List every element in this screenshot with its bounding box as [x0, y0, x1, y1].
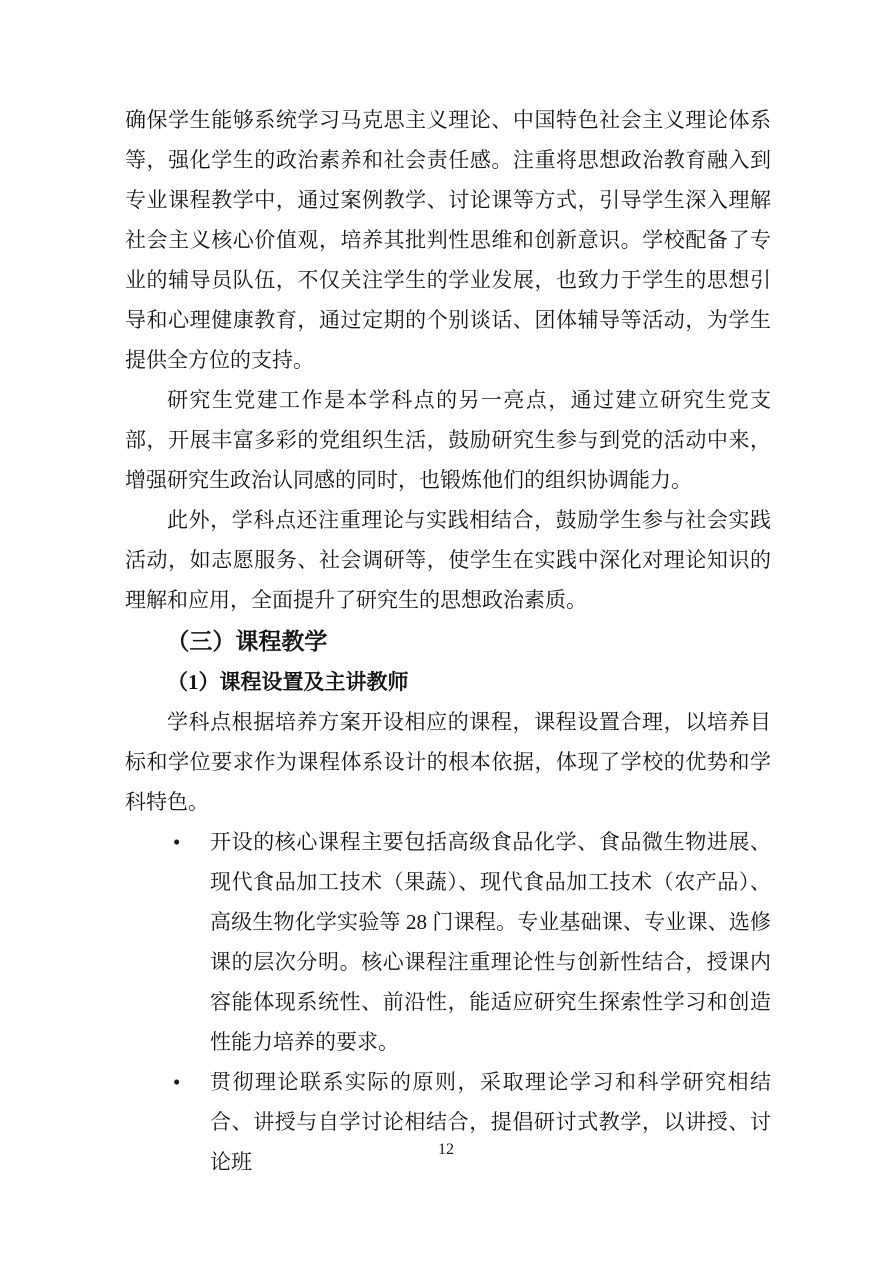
paragraph-party-building: 研究生党建工作是本学科点的另一亮点，通过建立研究生党支部，开展丰富多彩的党组织生活，鼓励研究生参与到党的活动中来，增强研究生政治认同感的同时，也锻炼他们的组织协调能力。 [125, 388, 771, 492]
bullet-icon: • [173, 830, 181, 854]
page-body-text [125, 100, 771, 1182]
section-heading-course-teaching: （三）课程教学 [166, 628, 328, 654]
list-item [125, 822, 771, 1062]
subsection-heading-course-setup: （1）课程设置及主讲教师 [167, 670, 409, 694]
paragraph-course-intro: 学科点根据培养方案开设相应的课程，课程设置合理，以培养目标和学位要求作为课程体系设计的根本依据，体现了学校的优势和学科特色。 [125, 710, 771, 814]
list-item-text: 贯彻理论联系实际的原则，采取理论学习和科学研究相结合、讲授与自学讨论相结合，提倡研讨式教学，以讲授、讨论班 [210, 1070, 771, 1174]
page-number: 12 [438, 1141, 454, 1158]
course-bullet-list [125, 822, 771, 1182]
page-footer [0, 1140, 892, 1160]
list-item [125, 1062, 771, 1182]
bullet-icon: • [173, 1070, 181, 1094]
paragraph-continuation: 确保学生能够系统学习马克思主义理论、中国特色社会主义理论体系等，强化学生的政治素养和社会责任感。注重将思想政治教育融入到专业课程教学中，通过案例教学、讨论课等方式，引导学生深入理解社会主义核心价值观，培养其批判性思维和创新意识。学校配备了专业的辅导员队伍，不仅关注学生的学业发展，也致力于学生的思想引导和心理健康教育，通过定期的个别谈话、团体辅导等活动，为学生提供全方位的支持。 [125, 108, 771, 372]
list-item-text: 开设的核心课程主要包括高级食品化学、食品微生物进展、现代食品加工技术（果蔬）、现代食品加工技术（农产品）、高级生物化学实验等 28 门课程。专业基础课、专业课、选修课的层次分明。核心课程注重理论性与创新性结合，授课内容能体现系统性、前沿性，能适应研究生探索性学习和创造性能力培养的要求。 [210, 830, 771, 1054]
paragraph-practice: 此外，学科点还注重理论与实践相结合，鼓励学生参与社会实践活动，如志愿服务、社会调研等，使学生在实践中深化对理论知识的理解和应用，全面提升了研究生的思想政治素质。 [125, 508, 771, 612]
